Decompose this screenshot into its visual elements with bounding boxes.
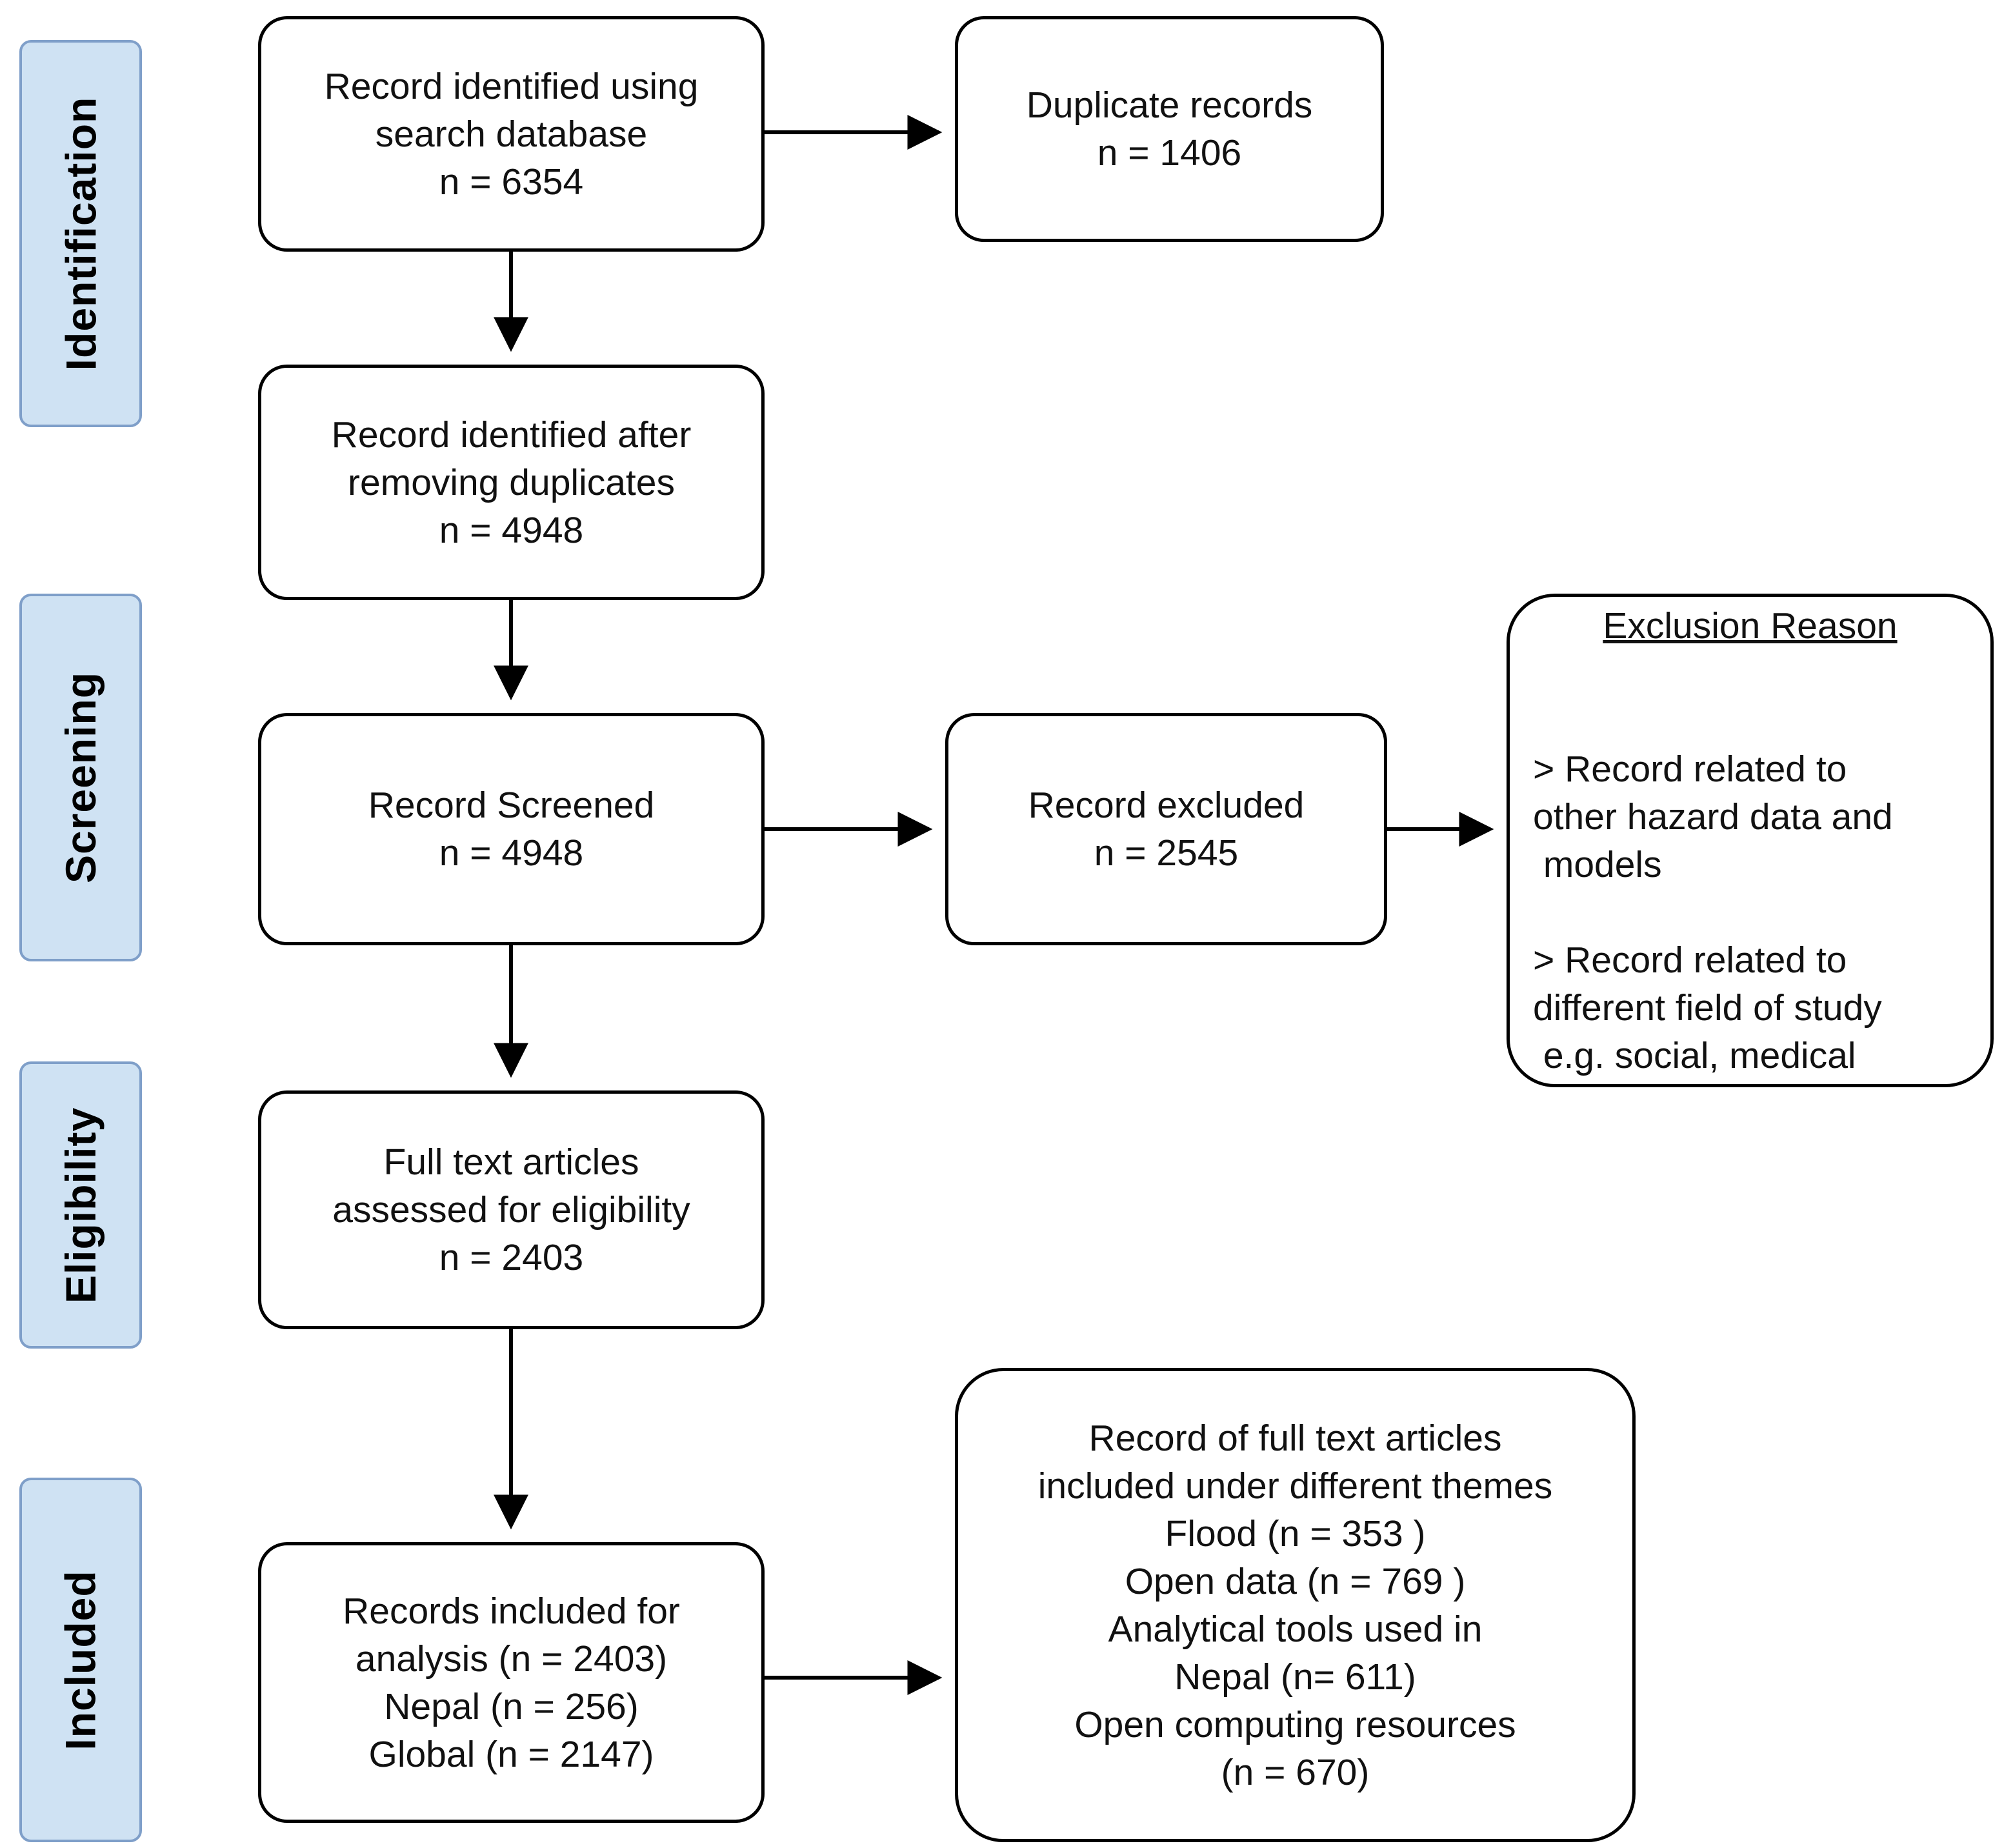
box-records-excluded (945, 713, 1387, 945)
box-records-identified (258, 16, 765, 252)
box-records-included (258, 1542, 765, 1823)
box-duplicate-records (955, 16, 1384, 242)
box-records-included-text: Records included for analysis (n = 2403) Nepal (n = 256) Global (n = 2147) (343, 1590, 680, 1775)
stage-eligibility (19, 1061, 142, 1349)
stage-identification-label: Identification (57, 96, 105, 371)
box-fulltext-assessed (258, 1090, 765, 1329)
stage-eligibility-label: Eligibility (57, 1107, 105, 1303)
box-fulltext-assessed-text: Full text articles assessed for eligibility n = 2403 (332, 1141, 690, 1278)
stage-screening (19, 594, 142, 961)
exclusion-reason-title: Exclusion Reason (1603, 605, 1898, 647)
box-included-themes-text: Record of full text articles included under different themes Flood (n = 353 ) Open data (n = 769 ) Analytical tools used in Nepal (n= 611) Open computing resources (n = 670) (1037, 1417, 1553, 1793)
stage-screening-label: Screening (57, 671, 105, 884)
exclusion-reason-body: > Record related to other hazard data and models > Record related to different field of study e.g. social, medical (1533, 748, 1893, 1076)
stage-identification (19, 40, 142, 427)
box-exclusion-reason-text (1510, 499, 1990, 1183)
stage-included (19, 1478, 142, 1842)
box-records-excluded-text: Record excluded n = 2545 (1028, 785, 1305, 874)
box-records-identified-text: Record identified using search database n = 6354 (324, 65, 699, 203)
box-exclusion-reason (1507, 594, 1994, 1087)
box-included-themes (955, 1368, 1636, 1842)
box-records-screened-text: Record Screened n = 4948 (368, 785, 655, 874)
box-records-after-duplicates-text: Record identified after removing duplicates n = 4948 (331, 414, 692, 551)
box-records-screened (258, 713, 765, 945)
box-duplicate-records-text: Duplicate records n = 1406 (1026, 85, 1313, 174)
box-records-after-duplicates (258, 365, 765, 600)
stage-included-label: Included (57, 1569, 105, 1751)
